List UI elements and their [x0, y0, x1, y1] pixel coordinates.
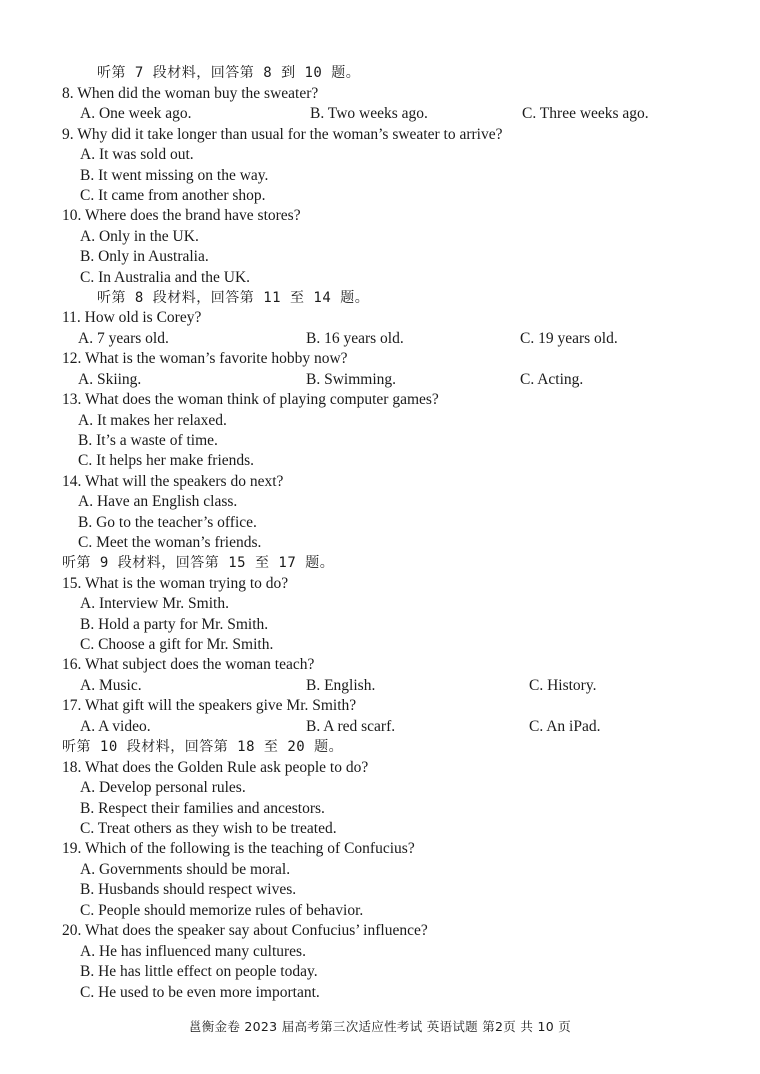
option-20b: B. He has little effect on people today. [80, 963, 318, 980]
option-14c: C. Meet the woman’s friends. [78, 534, 262, 551]
question-15: 15. What is the woman trying to do? [62, 575, 289, 592]
option-19a: A. Governments should be moral. [80, 861, 291, 878]
option-17c: C. An iPad. [529, 718, 601, 735]
option-10c: C. In Australia and the UK. [80, 269, 251, 286]
option-19c: C. People should memorize rules of behavior. [80, 902, 364, 919]
question-11: 11. How old is Corey? [62, 309, 202, 326]
question-20: 20. What does the speaker say about Confucius’ influence? [62, 922, 428, 939]
option-12c: C. Acting. [520, 371, 584, 388]
option-15b: B. Hold a party for Mr. Smith. [80, 616, 269, 633]
option-14a: A. Have an English class. [78, 493, 238, 510]
question-18: 18. What does the Golden Rule ask people to do? [62, 759, 369, 776]
section-heading-9: 听第 9 段材料，回答第 15 至 17 题。 [62, 555, 335, 571]
section-heading-7: 听第 7 段材料，回答第 8 到 10 题。 [97, 65, 361, 81]
question-8: 8. When did the woman buy the sweater? [62, 85, 319, 102]
option-8c: C. Three weeks ago. [522, 105, 649, 122]
question-10: 10. Where does the brand have stores? [62, 207, 301, 224]
option-13b: B. It’s a waste of time. [78, 432, 218, 449]
option-17a: A. A video. [80, 718, 151, 735]
section-heading-10: 听第 10 段材料，回答第 18 至 20 题。 [62, 739, 344, 755]
option-12b: B. Swimming. [306, 371, 397, 388]
option-10a: A. Only in the UK. [80, 228, 199, 245]
option-18a: A. Develop personal rules. [80, 779, 246, 796]
option-9b: B. It went missing on the way. [80, 167, 269, 184]
option-13c: C. It helps her make friends. [78, 452, 255, 469]
question-14: 14. What will the speakers do next? [62, 473, 284, 490]
option-8b: B. Two weeks ago. [310, 105, 428, 122]
option-11c: C. 19 years old. [520, 330, 618, 347]
section-heading-8: 听第 8 段材料，回答第 11 至 14 题。 [97, 290, 370, 306]
question-12: 12. What is the woman’s favorite hobby now? [62, 350, 348, 367]
page-footer: 邕衡金卷 2023 届高考第三次适应性考试 英语试题 第2页 共 10 页 [188, 1019, 572, 1034]
question-13: 13. What does the woman think of playing computer games? [62, 391, 439, 408]
option-19b: B. Husbands should respect wives. [80, 881, 297, 898]
option-9c: C. It came from another shop. [80, 187, 266, 204]
option-15a: A. Interview Mr. Smith. [80, 595, 229, 612]
option-20a: A. He has influenced many cultures. [80, 943, 306, 960]
option-20c: C. He used to be even more important. [80, 984, 320, 1001]
option-11a: A. 7 years old. [78, 330, 169, 347]
option-17b: B. A red scarf. [306, 718, 396, 735]
question-16: 16. What subject does the woman teach? [62, 656, 315, 673]
option-15c: C. Choose a gift for Mr. Smith. [80, 636, 274, 653]
option-16a: A. Music. [80, 677, 142, 694]
option-10b: B. Only in Australia. [80, 248, 209, 265]
option-18c: C. Treat others as they wish to be treated. [80, 820, 337, 837]
question-9: 9. Why did it take longer than usual for the woman’s sweater to arrive? [62, 126, 503, 143]
option-16c: C. History. [529, 677, 597, 694]
option-18b: B. Respect their families and ancestors. [80, 800, 325, 817]
question-17: 17. What gift will the speakers give Mr. Smith? [62, 697, 357, 714]
question-19: 19. Which of the following is the teaching of Confucius? [62, 840, 415, 857]
option-11b: B. 16 years old. [306, 330, 404, 347]
option-8a: A. One week ago. [80, 105, 192, 122]
option-9a: A. It was sold out. [80, 146, 194, 163]
option-16b: B. English. [306, 677, 376, 694]
option-12a: A. Skiing. [78, 371, 142, 388]
option-14b: B. Go to the teacher’s office. [78, 514, 257, 531]
option-13a: A. It makes her relaxed. [78, 412, 227, 429]
